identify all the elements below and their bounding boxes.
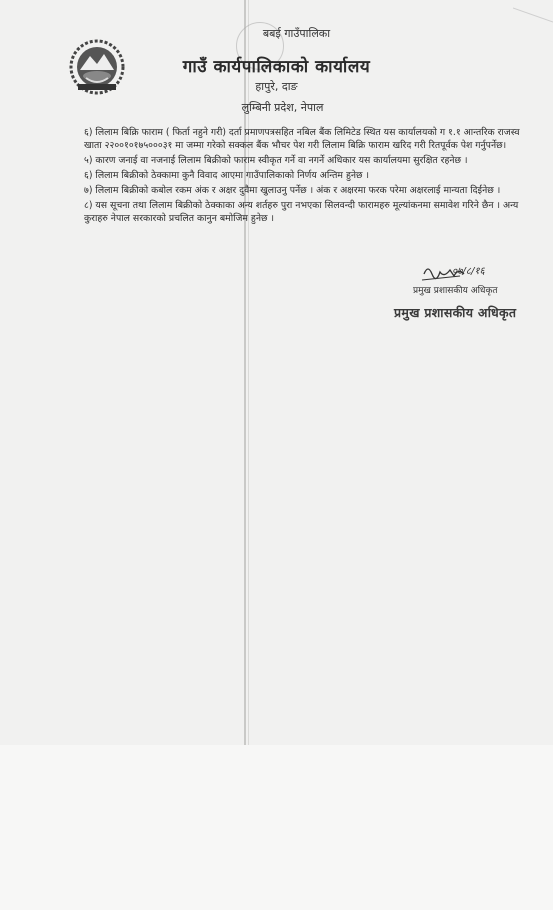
clause-item: ५) कारण जनाई वा नजनाई लिलाम बिक्रीको फाराम स्वीकृत गर्ने वा नगर्ने अधिकार यस कार्यालयमा सुरक्षित रहनेछ । bbox=[84, 155, 468, 166]
municipality-name: बबई गाउँपालिका bbox=[262, 27, 331, 40]
officer-seal: प्रमुख प्रशासकीय अधिकृत bbox=[394, 305, 517, 320]
clause-item: ८) यस सूचना तथा लिलाम बिक्रीको ठेक्काका अन्य शर्तहरु पुरा नभएका सिलवन्दी फारामहरु मूल्यांकनमा समावेश गरिने छैन । अन्य कुराहरु नेपाल सरकारको प्रचलित कानुन बमोजिम हुनेछ । bbox=[84, 200, 519, 224]
officer-title: प्रमुख प्रशासकीय अधिकृत bbox=[413, 286, 498, 296]
clause-item: ६) लिलाम बिक्रि फाराम ( फिर्ता नहुने गरी) दर्ता प्रमाणपत्रसहित नबिल बैंक लिमिटेड स्थित यस कार्यालयको ग १.१ आन्तरिक राजस्व खाता २२००१०१७५०००३१ मा जम्मा गरेको सक्कल बैंक भौचर पेश गरी लिलाम बिक्रि फाराम खरिद गरी रितपूर्वक पेश गर्नुपर्नेछ। bbox=[84, 127, 520, 151]
clause-item: ७) लिलाम बिक्रीको कबोल रकम अंक र अक्षर दुवैमा खुलाउनु पर्नेछ । अंक र अक्षरमा फरक परेमा अक्षरलाई मान्यता दिईनेछ । bbox=[84, 185, 501, 196]
notice-body bbox=[84, 126, 524, 227]
clause-item: ६) लिलाम बिक्रीको ठेक्कामा कुनै विवाद आएमा गाउँपालिकाको निर्णय अन्तिम हुनेछ । bbox=[84, 170, 370, 181]
office-location: हापुरे, दाङ bbox=[255, 80, 298, 93]
scan-margin bbox=[0, 745, 553, 910]
province-line: लुम्बिनी प्रदेश, नेपाल bbox=[241, 101, 324, 114]
office-title: गाउँ कार्यपालिकाको कार्यालय bbox=[182, 57, 371, 77]
signature-date: ०७/८/१६ bbox=[452, 266, 485, 277]
